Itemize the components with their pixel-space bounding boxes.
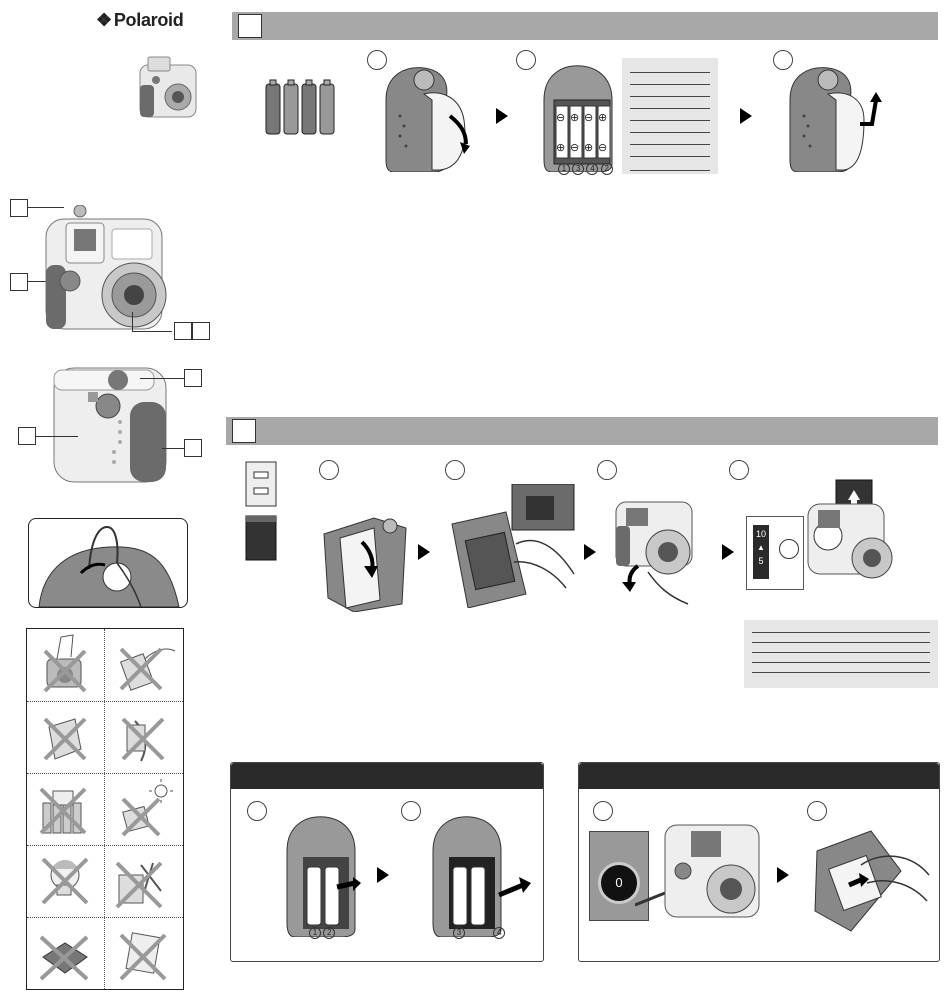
step-number-circle: [247, 801, 267, 821]
step-number-circle: [445, 460, 465, 480]
panel-remove-film: [578, 762, 940, 962]
callout-box-6: [18, 427, 36, 445]
camera-front-diagram: [42, 205, 172, 333]
film-pack-illustration: [244, 460, 280, 562]
section-number-box: [232, 419, 256, 443]
step-number-circle: [597, 460, 617, 480]
polaroid-logo: [96, 10, 183, 31]
counter-bottom-value: 5: [758, 556, 764, 566]
eject-film-cover-illustration: [800, 478, 896, 582]
callout-line: [162, 448, 184, 449]
remove-batteries-step2-illustration: [427, 811, 537, 937]
camera-back-diagram: [48, 362, 174, 486]
battery-order-labels: [309, 927, 335, 939]
caution-child-icon: [27, 845, 103, 915]
order-label: 1: [558, 163, 570, 175]
caution-heat-icon: [27, 773, 103, 843]
plus-sign: ⊕: [598, 112, 608, 124]
open-back-door-illustration: [318, 508, 410, 612]
insert-film-pack-illustration: [446, 484, 576, 608]
callout-box-2: [10, 273, 28, 291]
caution-squeeze-icon: [27, 917, 103, 987]
panel-remove-batteries: [230, 762, 544, 962]
minus-sign: ⊖: [584, 112, 594, 124]
minus-sign: ⊖: [598, 142, 608, 154]
order-label: 3: [572, 163, 584, 175]
strap-attach-diagram: [28, 518, 188, 608]
caution-touch-film-icon: [105, 629, 181, 699]
batteries-illustration: [264, 76, 338, 136]
caution-photo-icon: [105, 917, 181, 987]
minus-sign: ⊖: [556, 112, 566, 124]
battery-order-labels: [453, 927, 505, 939]
panel-header: [231, 763, 543, 789]
play-arrow-icon: [777, 867, 789, 883]
callout-line: [132, 312, 134, 332]
counter-strip: [753, 525, 769, 579]
close-battery-cover-illustration: [784, 60, 894, 172]
caution-bend-film-icon: [27, 701, 103, 771]
callout-line: [132, 331, 172, 332]
order-label: 1: [309, 927, 321, 939]
panel-header: [579, 763, 939, 789]
play-arrow-icon: [722, 544, 734, 560]
counter-window-circle: [779, 539, 799, 559]
plus-sign: ⊕: [570, 112, 580, 124]
order-label: 2: [323, 927, 335, 939]
callout-box-5: [184, 369, 202, 387]
order-label: 3: [453, 927, 465, 939]
callout-box-3: [174, 322, 192, 340]
callout-box-1: [10, 199, 28, 217]
order-label: 4: [586, 163, 598, 175]
logo-text: Polaroid: [113, 10, 184, 30]
open-battery-cover-illustration: [380, 60, 486, 172]
step-number-circle: [729, 460, 749, 480]
play-arrow-icon: [418, 544, 430, 560]
play-arrow-icon: [740, 108, 752, 124]
caution-grid: [26, 628, 184, 990]
callout-box-4: [192, 322, 210, 340]
order-label: 4: [493, 927, 505, 939]
callout-line: [140, 378, 184, 379]
caution-sun-icon: [105, 773, 181, 843]
battery-order-labels: [558, 163, 613, 175]
order-label: 2: [601, 163, 613, 175]
play-arrow-icon: [584, 544, 596, 560]
minus-sign: ⊖: [570, 142, 580, 154]
plus-sign: ⊕: [556, 142, 566, 154]
step-number-circle: [401, 801, 421, 821]
notes-box: [622, 58, 718, 174]
callout-box-7: [184, 439, 202, 457]
step-number-circle: [807, 801, 827, 821]
caution-cut-film-icon: [105, 845, 181, 915]
camera-thumbnail: [138, 55, 198, 120]
counter-zero-value: 0: [598, 862, 640, 904]
power-on-illustration: [608, 496, 712, 608]
caution-drop-camera-icon: [27, 629, 103, 699]
play-arrow-icon: [496, 108, 508, 124]
section-number-box: [238, 14, 262, 38]
remove-batteries-step1-illustration: [281, 811, 361, 937]
notes-box: [744, 620, 938, 688]
camera-front-counter-illustration: [635, 815, 765, 931]
step-number-circle: [319, 460, 339, 480]
callout-line: [36, 436, 78, 437]
play-arrow-icon: [377, 867, 389, 883]
section-bar-film: [226, 417, 938, 445]
caution-shake-film-icon: [105, 701, 181, 771]
section-bar-batteries: [232, 12, 938, 40]
counter-arrow: ▲: [757, 543, 765, 552]
counter-top-value: 10: [755, 529, 766, 539]
step-number-circle: [593, 801, 613, 821]
step-number-circle: [516, 50, 536, 70]
plus-sign: ⊕: [584, 142, 594, 154]
film-counter-inset: [746, 516, 804, 590]
polaroid-diamond-icon: ❖: [96, 10, 112, 30]
remove-film-pack-illustration: [811, 821, 931, 939]
